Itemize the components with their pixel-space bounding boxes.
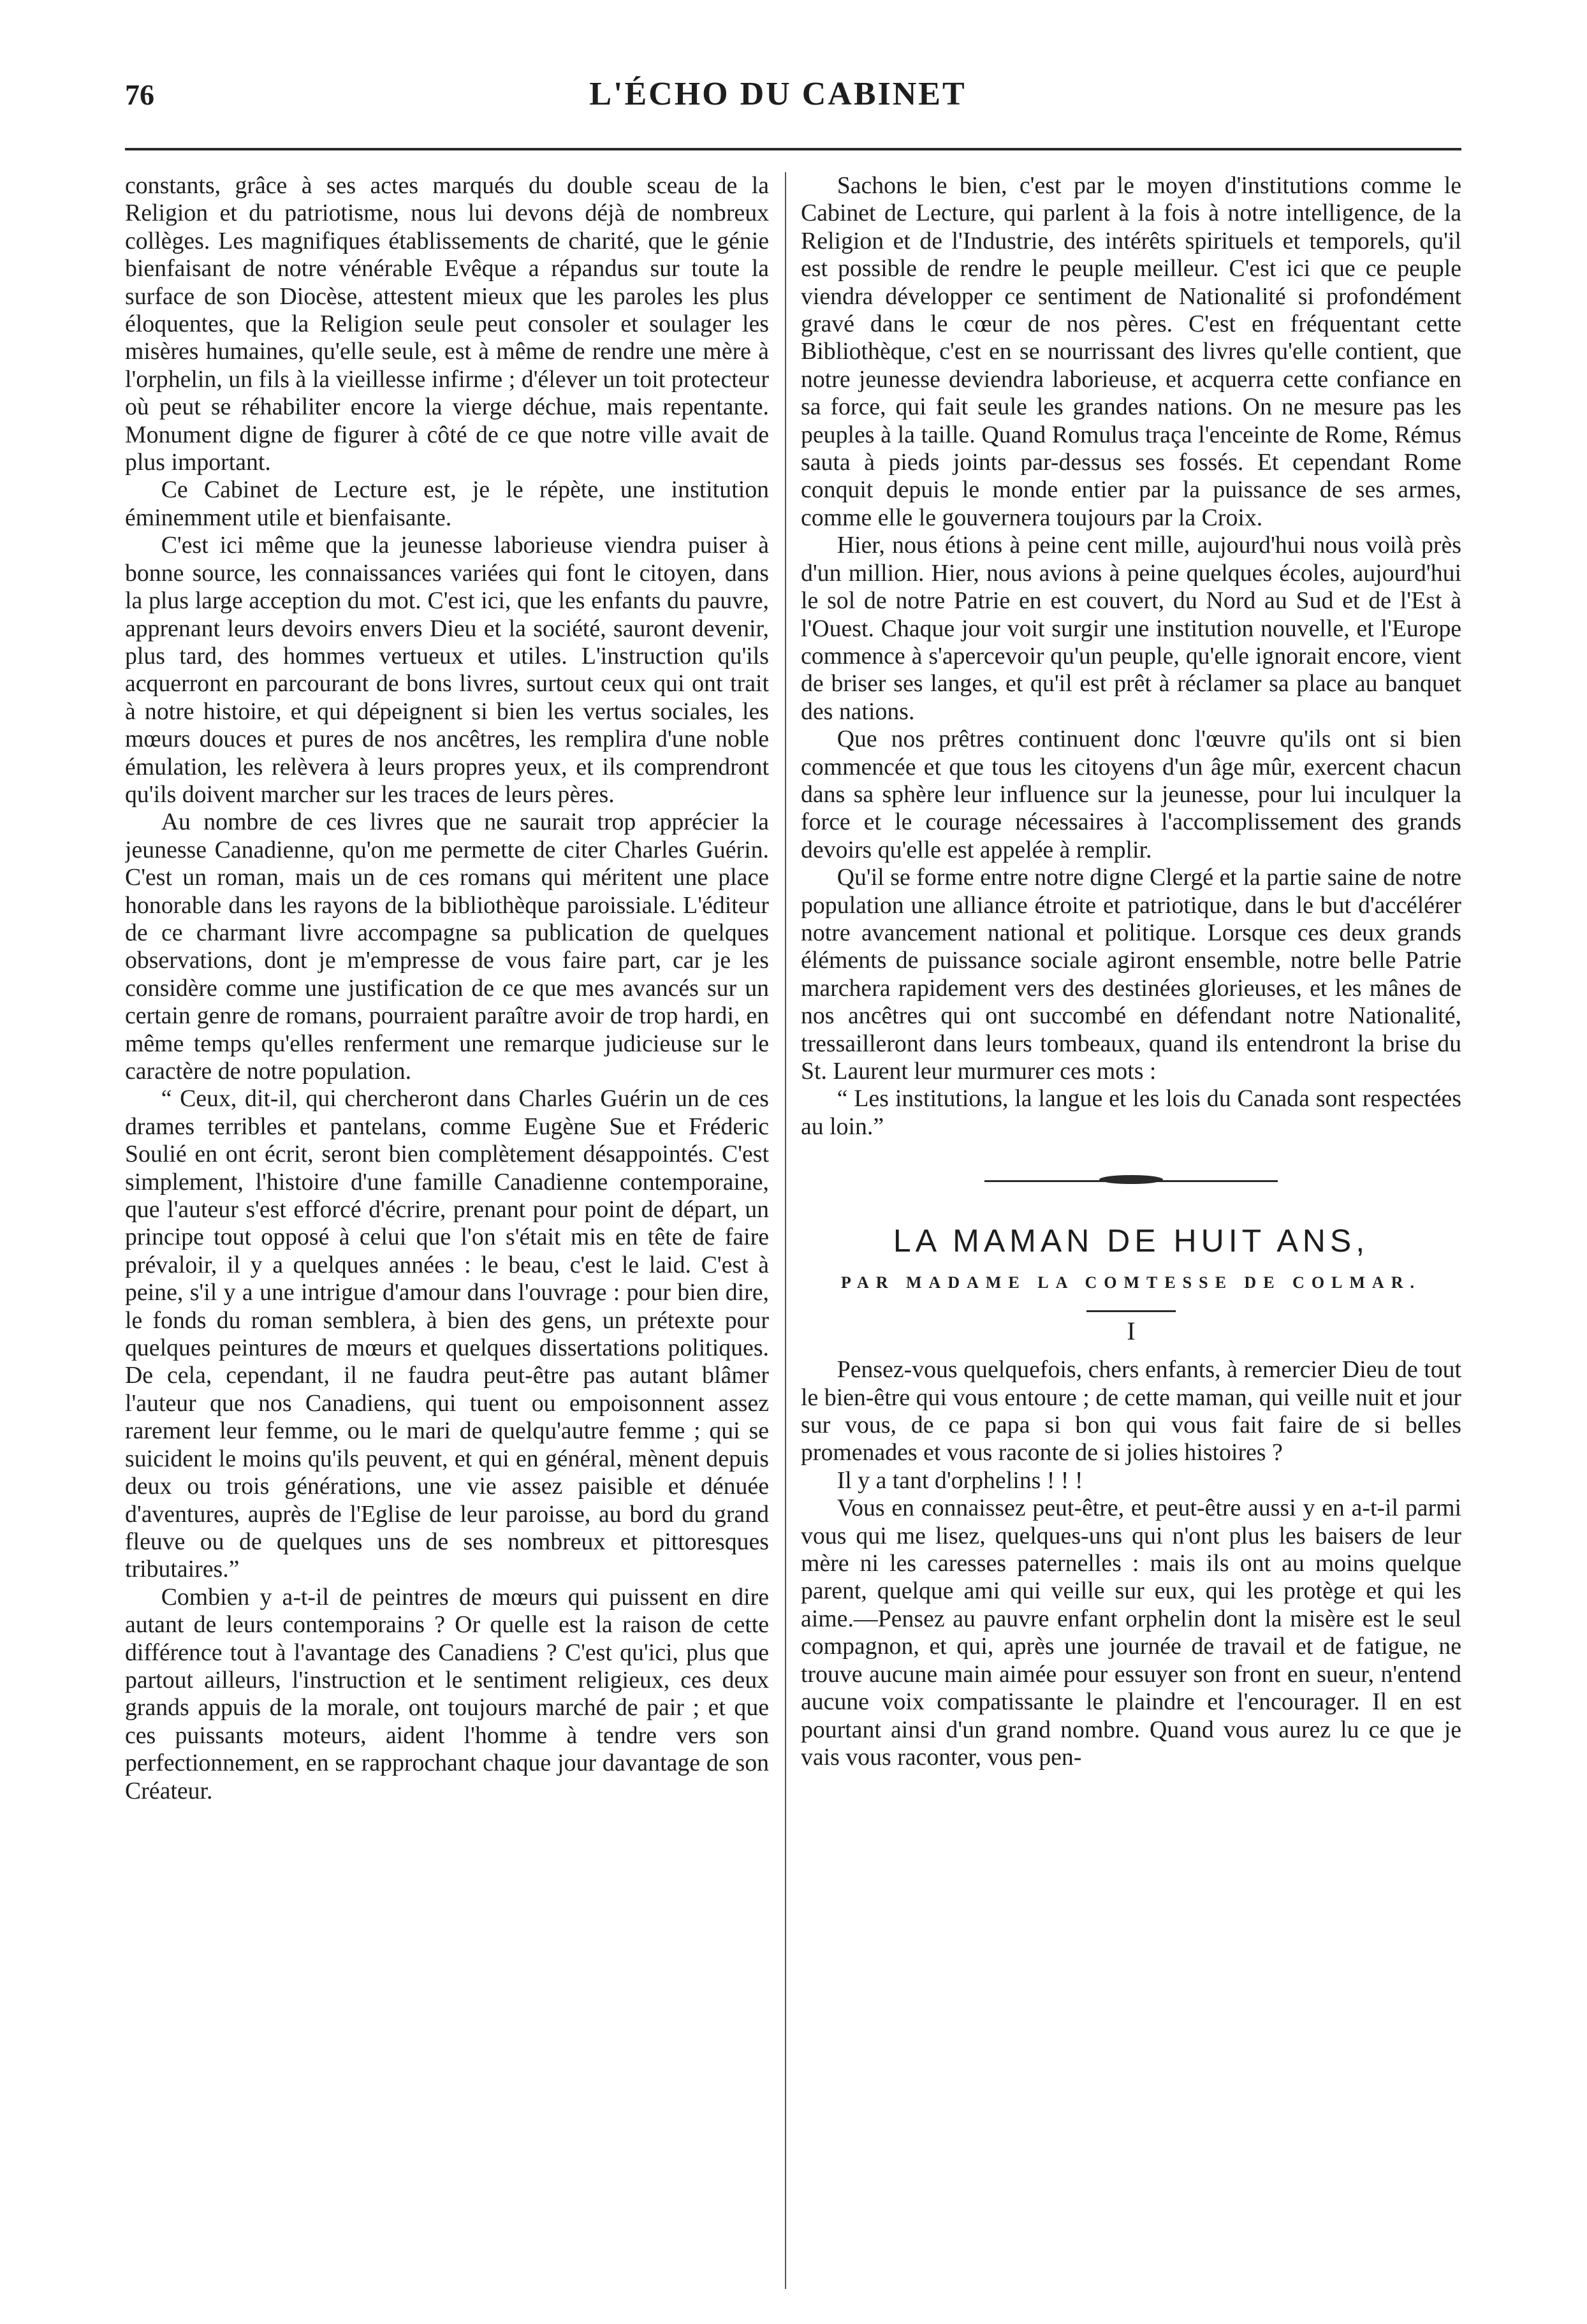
quotation-paragraph: “ Les institutions, la langue et les lois du Canada sont respectées au loin.” [801,1085,1461,1140]
header-rule [125,148,1461,150]
paragraph: Ce Cabinet de Lecture est, je le répète, une institution éminemment utile et bienfaisante. [125,476,769,531]
story-title: LA MAMAN DE HUIT ANS, [893,1223,1370,1259]
page-number: 76 [125,78,154,111]
paragraph: Que nos prêtres continuent donc l'œuvre qu'ils ont si bien commencée et que tous les citoyens d'un âge mûr, exercent chacun dans sa sphère leur influence sur la jeunesse, pour lui inculquer la force et le courage nécessaires à l'accomplissement des grands devoirs qu'elle est appelée à remplir. [801,726,1461,863]
ornamental-divider [984,1176,1278,1185]
story-paragraph: Il y a tant d'orphelins ! ! ! [837,1466,1083,1494]
paragraph: Au nombre de ces livres que ne saurait trop apprécier la jeunesse Canadienne, qu'on me permette de citer Charles Guérin. C'est un roman, mais un de ces romans qui méritent une place honorable dans les rayons de la bibliothèque paroissiale. L'éditeur de ce charmant livre accompagne sa publication de quelques observations, dont je m'empresse de vous faire part, car je les considère comme une justification de ce que mes avancés sur un certain genre de romans, pourraient paraître avoir de trop hardi, en même temps qu'elles renferment une remarque judicieuse sur le caractère de notre population. [125,808,769,1085]
quotation-paragraph: “ Ceux, dit-il, qui chercheront dans Charles Guérin un de ces drames terribles et pantelans, comme Eugène Sue et Fréderic Soulié en ont écrit, seront bien complètement désappointés. C'est simplement, l'histoire d'une famille Canadienne contemporaine, que l'auteur s'est efforcé d'écrire, prenant pour point de départ, un principe tout opposé à celui que l'on s'était mis en tête de faire prévaloir, il y a quelques années : le beau, c'est le laid. C'est à peine, s'il y a une intrigue d'amour dans l'ouvrage : pour bien dire, le fonds du roman semblera, à bien des gens, un prétexte pour quelques peintures de mœurs et quelques dissertations politiques. De cela, cependant, il ne faudra peut-être pas autant blâmer l'auteur que nos Canadiens, qui tuent ou empoisonnent assez rarement leur femme, ou le mari de quelqu'autre femme ; qui se suicident le moins qu'ils peuvent, et qui en général, mènent depuis deux ou trois générations, une vie assez paisible et dénuée d'aventures, auprès de l'Eglise de leur paroisse, au bord du grand fleuve ou de quelques uns de ses nombreux et pittoresques tributaires.” [125,1085,769,1583]
paragraph: C'est ici même que la jeunesse laborieuse viendra puiser à bonne source, les connaissances variées qui font le citoyen, dans la plus large acception du mot. C'est ici, que les enfants du pauvre, apprenant leurs devoirs envers Dieu et la société, sauront devenir, plus tard, des hommes vertueux et utiles. L'instruction qu'ils acquerront en parcourant de bons livres, surtout ceux qui ont trait à notre histoire, et qui dépeignent si bien les vertus sociales, les mœurs douces et pures de nos ancêtres, les remplira d'une noble émulation, les relèvera à leurs propres yeux, et ils comprendront qu'ils doivent marcher sur les traces de leurs pères. [125,532,769,808]
story-paragraph: Pensez-vous quelquefois, chers enfants, à remercier Dieu de tout le bien-être qui vous entoure ; de cette maman, qui veille nuit et jour sur vous, de ce papa si bon qui vous fait faire de si belles promenades et vous raconte de si jolies histoires ? [801,1356,1461,1466]
story-byline: PAR MADAME LA COMTESSE DE COLMAR. [841,1273,1421,1292]
paragraph: Qu'il se forme entre notre digne Clergé et la partie saine de notre population une alliance étroite et patriotique, dans le but d'accélérer notre avancement national et politique. Lorsque ces deux grands éléments de puissance sociale agiront ensemble, notre belle Patrie marchera rapidement vers des destinées glorieuses, et les mânes de nos ancêtres qui ont succombé en défendant notre Nationalité, tressailleront dans leurs tombeaux, quand ils entendront la brise du St. Laurent leur murmurer ces mots : [801,864,1461,1085]
divider-ornament-icon [1099,1175,1163,1184]
left-column [125,172,769,2289]
column-divider [785,172,786,2289]
right-column [801,172,1461,2289]
journal-title: L'ÉCHO DU CABINET [589,76,967,112]
story-paragraph: Vous en connaissez peut-être, et peut-être aussi y en a-t-il parmi vous qui me lisez, quelques-uns qui n'ont plus les baisers de leur mère ni les caresses paternelles : mais ils ont au moins quelque parent, quelque ami qui veille sur eux, qui les protège et qui les aime.—Pensez au pauvre enfant orphelin dont la misère est le seul compagnon, et qui, après une journée de travail et de fatigue, ne trouve aucune main aimée pour essuyer son front en sueur, n'entend aucune voix compatissante le plaindre et l'encourager. Il en est pourtant ainsi d'un grand nombre. Quand vous aurez lu ce que je vais vous raconter, vous pen- [801,1495,1461,1771]
paragraph: constants, grâce à ses actes marqués du double sceau de la Religion et du patriotisme, nous lui devons déjà de nombreux collèges. Les magnifiques établissements de charité, que le génie bienfaisant de notre vénérable Evêque a répandus sur toute la surface de son Diocèse, attestent mieux que les paroles les plus éloquentes, que la Religion seule peut consoler et soulager les misères humaines, qu'elle seule, est à même de rendre une mère à l'orphelin, un fils à la vieillesse infirme ; d'élever un toit protecteur où peut se réhabiliter encore la vierge déchue, mais repentante. Monument digne de figurer à côté de ce que notre ville avait de plus important. [125,172,769,476]
paragraph: Sachons le bien, c'est par le moyen d'institutions comme le Cabinet de Lecture, qui parlent à la fois à notre intelligence, de la Religion et de l'Industrie, des intérêts spirituels et temporels, qu'il est possible de rendre le peuple meilleur. C'est ici que ce peuple viendra développer ce sentiment de Nationalité si profondément gravé dans le cœur de nos pères. C'est en fréquentant cette Bibliothèque, c'est en se nourrissant des livres qu'elle contient, que notre jeunesse deviendra laborieuse, et acquerra cette confiance en sa force, qui fait seule les grandes nations. On ne mesure pas les peuples à la taille. Quand Romulus traça l'enceinte de Rome, Rémus sauta à pieds joints par-dessus ses fossés. Et cependant Rome conquit depuis le monde entier par la puissance de ses armes, comme elle le gouvernera toujours par la Croix. [801,172,1461,531]
short-rule [1086,1310,1176,1312]
paragraph: Hier, nous étions à peine cent mille, aujourd'hui nous voilà près d'un million. Hier, nous avions à peine quelques écoles, aujourd'hui le sol de notre Patrie en est couvert, du Nord au Sud et de l'Est à l'Ouest. Chaque jour voit surgir une institution nouvelle, et l'Europe commence à s'apercevoir qu'un peuple, qu'elle ignorait encore, vient de briser ses langes, et qu'il est prêt à réclamer sa place au banquet des nations. [801,532,1461,725]
paragraph: Combien y a-t-il de peintres de mœurs qui puissent en dire autant de leurs contemporains ? Or quelle est la raison de cette différence tout à l'avantage des Canadiens ? C'est qu'ici, plus que partout ailleurs, l'instruction et le sentiment religieux, ces deux grands appuis de la morale, ont toujours marché de pair ; et que ces puissants moteurs, aident l'homme à tendre vers son perfectionnement, en se rapprochant chaque jour davantage de son Créateur. [125,1583,769,1804]
chapter-number: I [1127,1317,1136,1346]
